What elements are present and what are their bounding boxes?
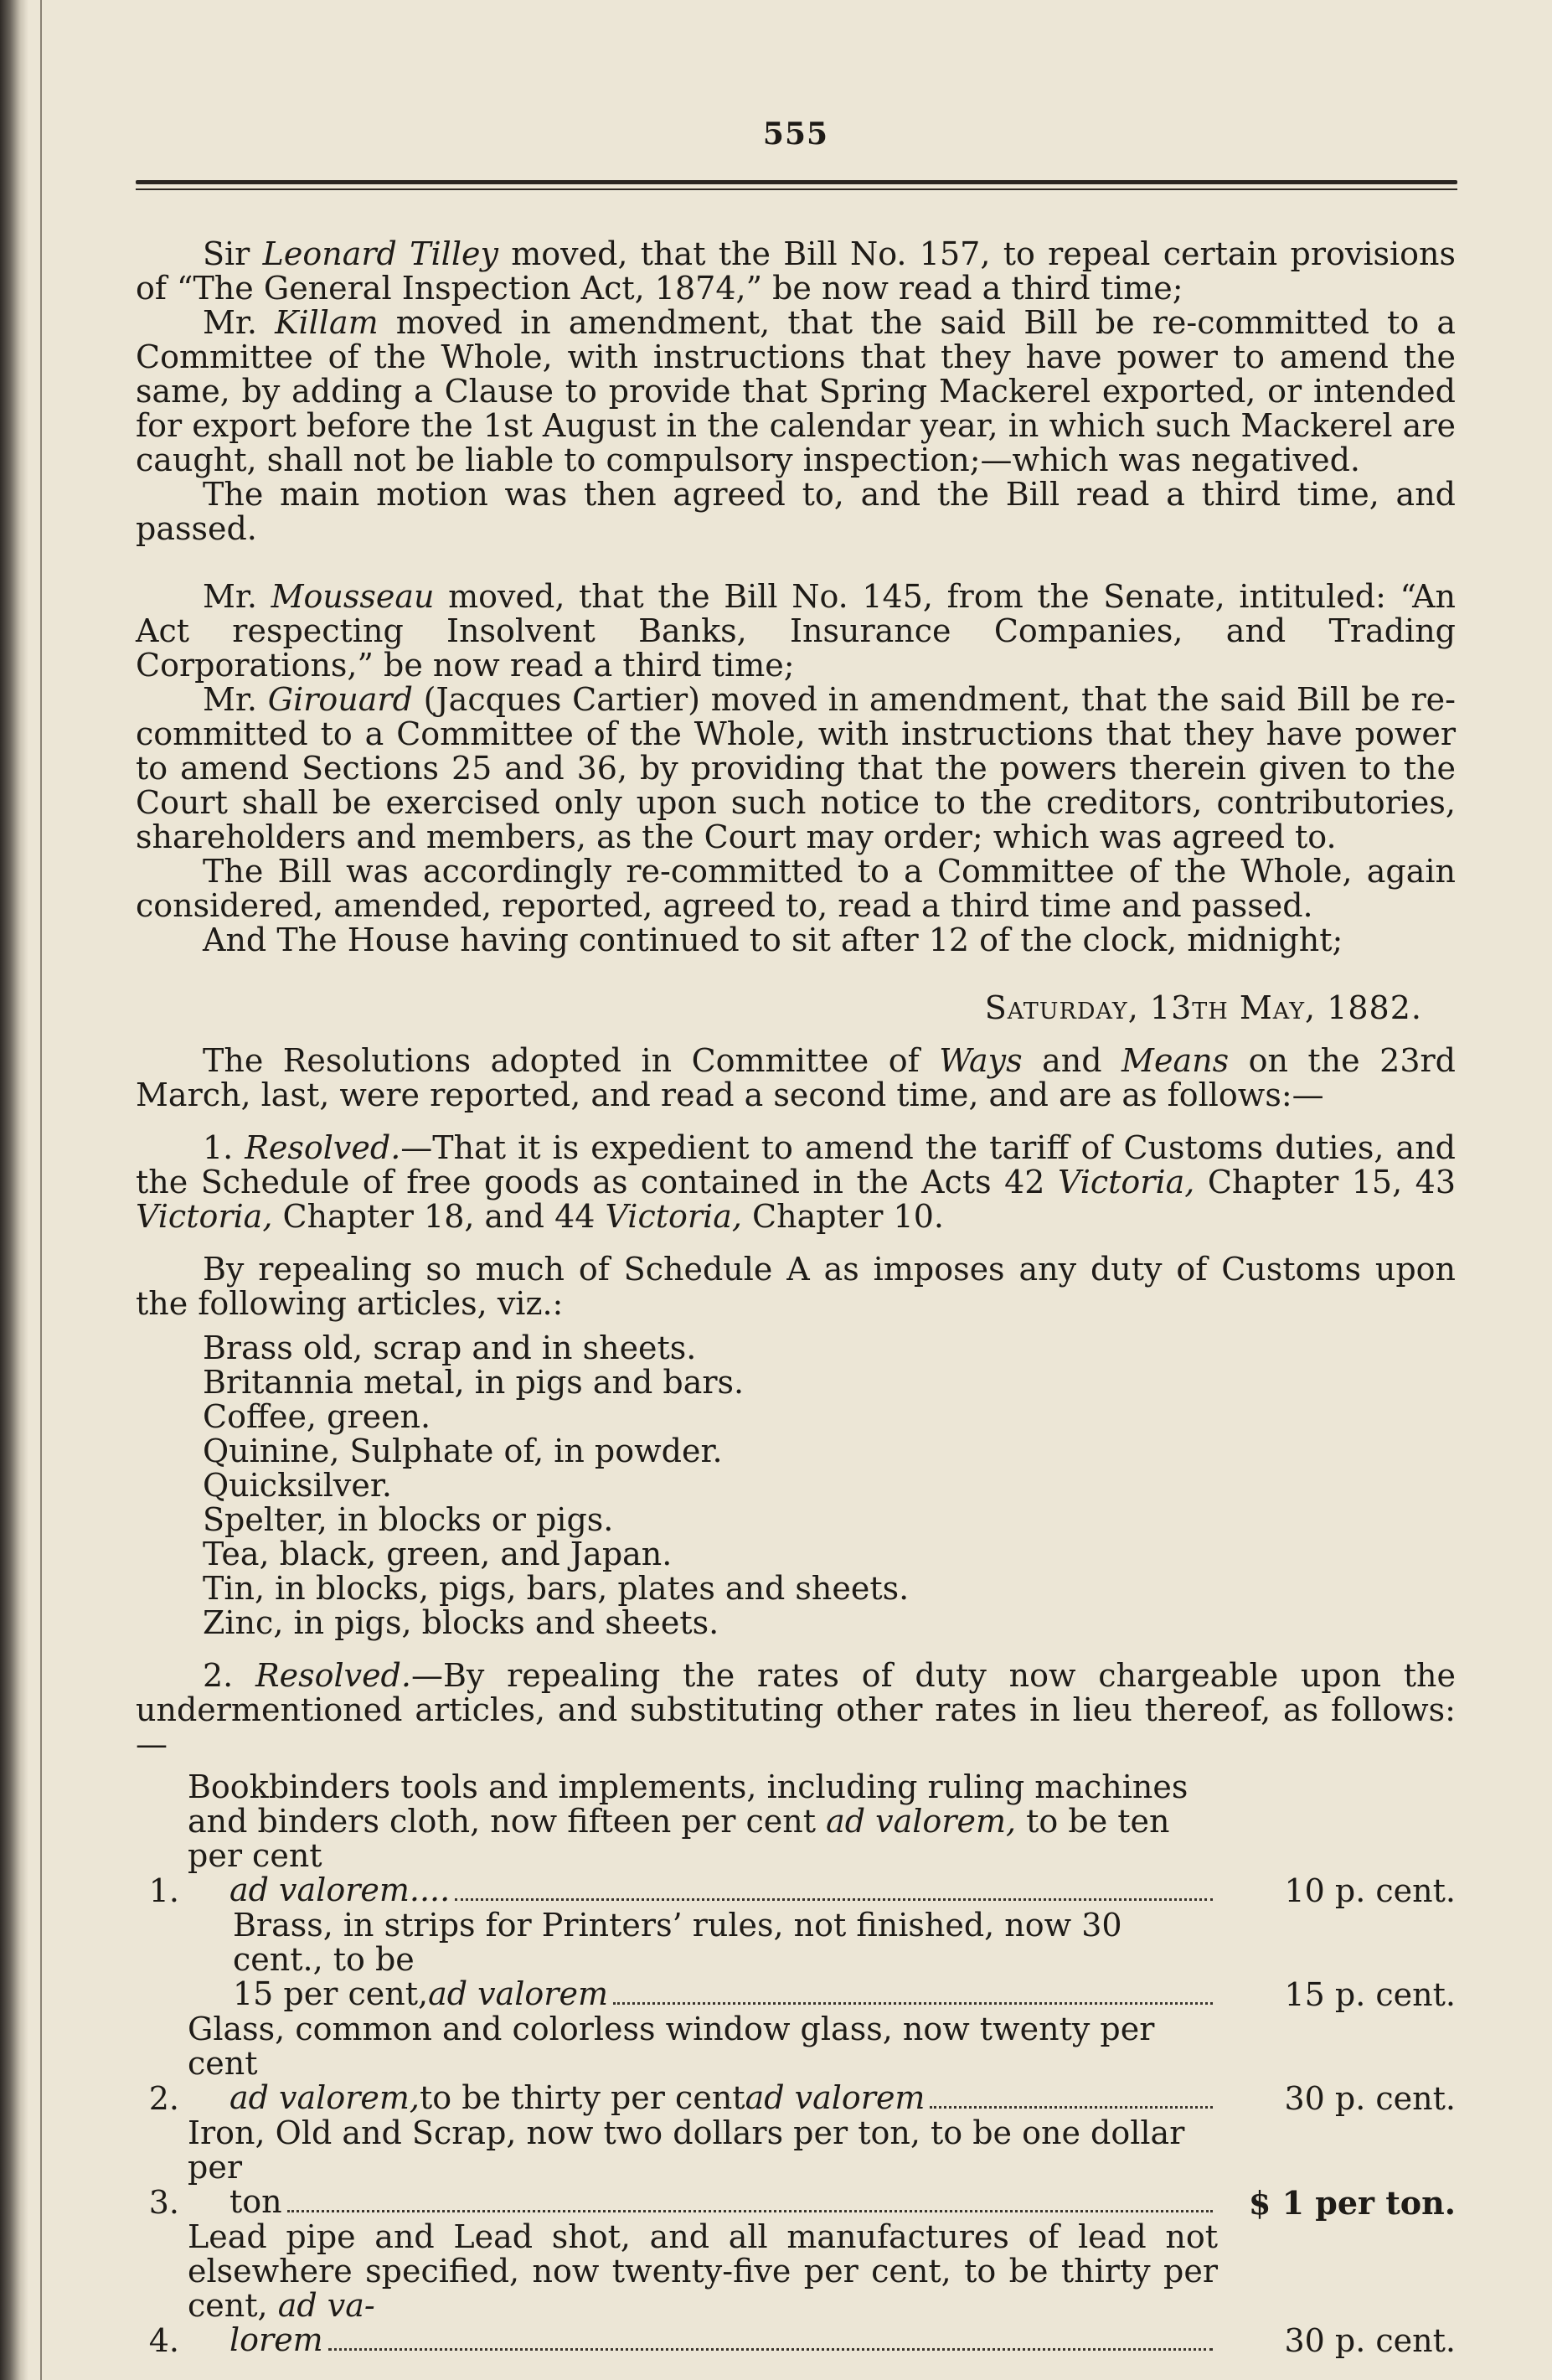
leader-line: [188, 2081, 1218, 2116]
resolution-2: [136, 1659, 1456, 1762]
dateline: Saturday, 13th May, 1882.: [984, 989, 1422, 1026]
item-number: 4.: [148, 2322, 179, 2359]
item-number: 1.: [148, 1872, 179, 1909]
item-rate: $ 1 per ton.: [1248, 2184, 1456, 2222]
member-name: Killam: [275, 304, 379, 341]
text: Glass, common and colorless window glass, now twenty per cent: [188, 2011, 1155, 2082]
tariff-item-3: [136, 2116, 1456, 2220]
paragraph-resolutions-intro: [136, 1044, 1456, 1113]
dot-leader: [455, 1898, 1213, 1901]
spacer: [136, 1025, 1456, 1044]
text: Chapter 10.: [741, 1198, 944, 1235]
item-number: 2.: [148, 2080, 179, 2117]
list-item: Coffee, green.: [203, 1398, 431, 1435]
paragraph-recommitted: The Bill was accordingly re-committed to a Committee of the Whole, again considered, amended, reported, agreed to, read a third time and passed.: [136, 853, 1456, 924]
item-rate: 30 p. cent.: [1284, 2322, 1456, 2359]
text: Chapter 15, 43: [1194, 1164, 1456, 1200]
item-description: [233, 1908, 1218, 2012]
tariff-item-1-brass: [136, 1908, 1456, 2012]
italic-text: ad valorem: [428, 1975, 608, 2012]
leader-line: [188, 1873, 1218, 1908]
text: Brass, in strips for Printers’ rules, not finished, now 30 cent., to be: [233, 1907, 1122, 1978]
italic-text: Ways: [939, 1042, 1023, 1079]
paragraph-schedule-a: By repealing so much of Schedule A as imposes any duty of Customs upon the following articles, viz.:: [136, 1251, 1456, 1322]
italic-text: Victoria,: [605, 1198, 742, 1235]
leader-line: [233, 1977, 1218, 2012]
text: moved in amendment, that the said Bill be re-committed to a Committee of the Whole, with instructions that they have power to amend the same, by adding a Clause to provide that Spring Mackerel exported, or intended for export before the 1st August in the calendar year, in which such Mackerel are caught, shall not be liable to compulsory inspection;—which was negatived.: [136, 304, 1456, 478]
text: to be ten per cent: [188, 1803, 1170, 1874]
spacer: [136, 1640, 1456, 1659]
list-item: Brass old, scrap and in sheets.: [203, 1329, 697, 1366]
list-item: Britannia metal, in pigs and bars.: [203, 1364, 745, 1401]
italic-text: ad valorem: [745, 2079, 926, 2116]
italic-text: Victoria,: [136, 1198, 273, 1235]
dot-leader: [930, 2106, 1213, 2109]
text: —By repealing the rates of duty now chargeable upon the undermentioned articles, and substituting other rates in lieu thereof, as follows:—: [136, 1657, 1456, 1763]
paragraph-mousseau-motion: [136, 580, 1456, 683]
dot-leader: [613, 2002, 1213, 2005]
text: 1.: [203, 1129, 245, 1166]
journal-page: [136, 117, 1456, 2358]
list-item: Quicksilver.: [203, 1467, 392, 1504]
resolution-1: [136, 1131, 1456, 1234]
item-rate: 30 p. cent.: [1284, 2080, 1456, 2117]
italic-text: Victoria,: [1057, 1164, 1195, 1200]
tariff-item-1: [136, 1770, 1456, 1908]
text: Chapter 18, and 44: [272, 1198, 606, 1235]
resolved-label: Resolved.: [245, 1129, 401, 1166]
text: moved, that the Bill No. 145, from the Senate, intituled: “An Act respecting Insolvent Banks, Insurance Companies, and Trading Corporations,” be now read a third time;: [136, 578, 1456, 684]
text: —That it is expedient to amend the tariff of Customs duties, and the Schedule of free goods as contained in the Acts 42: [136, 1129, 1456, 1200]
text: Mr.: [203, 304, 276, 341]
item-description: [188, 2220, 1218, 2358]
italic-text: lorem: [229, 2321, 323, 2358]
spacer: [136, 1113, 1456, 1131]
page-number: 555: [762, 116, 829, 152]
spacer: [136, 1234, 1456, 1252]
tariff-item-2: [136, 2012, 1456, 2116]
header-rule-thin: [136, 188, 1457, 190]
member-name: Leonard Tilley: [262, 235, 498, 272]
item-description: [188, 1770, 1218, 1908]
spacer: [136, 958, 1456, 991]
header-rule-thick: [136, 180, 1457, 184]
italic-text: ad valorem,: [229, 2079, 420, 2116]
item-number: 3.: [148, 2184, 179, 2221]
book-spine-shadow: [0, 0, 28, 2380]
paragraph-killam-amendment: [136, 306, 1456, 478]
articles-list: [203, 1331, 1456, 1640]
paragraph-main-motion: The main motion was then agreed to, and the Bill read a third time, and passed.: [136, 476, 1456, 547]
italic-text: ad valorem....: [229, 1871, 451, 1908]
item-rate: 10 p. cent.: [1284, 1872, 1456, 1909]
list-item: Spelter, in blocks or pigs.: [203, 1501, 614, 1538]
item-description: [188, 2116, 1218, 2220]
text: 2.: [203, 1657, 255, 1694]
tariff-item-4: [136, 2220, 1456, 2358]
italic-text: ad va-: [277, 2287, 375, 2324]
dot-leader: [287, 2210, 1213, 2212]
text: to be thirty per cent: [419, 2079, 745, 2116]
text: ton: [229, 2183, 282, 2220]
text: (Jacques Cartier) moved in amendment, that the said Bill be re-committed to a Committee of the Whole, with instructions that they have power to amend Sections 25 and 36, by providing that the powers therein given to the Court shall be exercised only upon such notice to the creditors, contributories, shareholders and members, as the Court may order; which was agreed to.: [136, 681, 1457, 855]
paragraph-midnight: And The House having continued to sit after 12 of the clock, midnight;: [203, 922, 1343, 958]
text: Iron, Old and Scrap, now two dollars per ton, to be one dollar per: [188, 2114, 1185, 2186]
text: on the 23rd March, last, were reported, and read a second time, and are as follows:—: [136, 1042, 1456, 1113]
list-item: Quinine, Sulphate of, in powder.: [203, 1433, 723, 1469]
leader-line: [188, 2323, 1218, 2358]
list-item: Zinc, in pigs, blocks and sheets.: [203, 1604, 719, 1641]
member-name: Girouard: [267, 681, 413, 718]
italic-text: ad valorem,: [826, 1803, 1017, 1840]
dot-leader: [328, 2348, 1213, 2351]
text: 15 per cent,: [233, 1975, 429, 2012]
text: Sir: [203, 235, 263, 272]
margin-line: [40, 0, 42, 2380]
list-item: Tea, black, green, and Japan.: [203, 1536, 673, 1572]
item-description: [188, 2012, 1218, 2116]
text: Mr.: [203, 578, 271, 615]
item-rate: 15 p. cent.: [1284, 1976, 1456, 2013]
header-rule: [136, 180, 1457, 194]
text: Lead pipe and Lead shot, and all manufactures of lead not elsewhere specified, now twenty-five per cent, to be thirty per cent,: [188, 2218, 1218, 2324]
text: Bookbinders tools and implements, including ruling machines and binders cloth, now fifteen per cent: [188, 1768, 1188, 1840]
text: Mr.: [203, 681, 268, 718]
leader-line: [188, 2185, 1218, 2220]
resolved-label: Resolved.: [255, 1657, 411, 1694]
text: and: [1022, 1042, 1122, 1079]
paragraph-tilley-motion: [136, 237, 1456, 306]
list-item: Tin, in blocks, pigs, bars, plates and sheets.: [203, 1570, 910, 1607]
member-name: Mousseau: [271, 578, 435, 615]
italic-text: Means: [1121, 1042, 1230, 1079]
paragraph-girouard-amendment: [136, 683, 1456, 854]
spacer: [136, 546, 1456, 580]
text: The Resolutions adopted in Committee of: [203, 1042, 940, 1079]
text: moved, that the Bill No. 157, to repeal certain provisions of “The General Inspection Act, 1874,” be now read a third time;: [136, 235, 1457, 307]
